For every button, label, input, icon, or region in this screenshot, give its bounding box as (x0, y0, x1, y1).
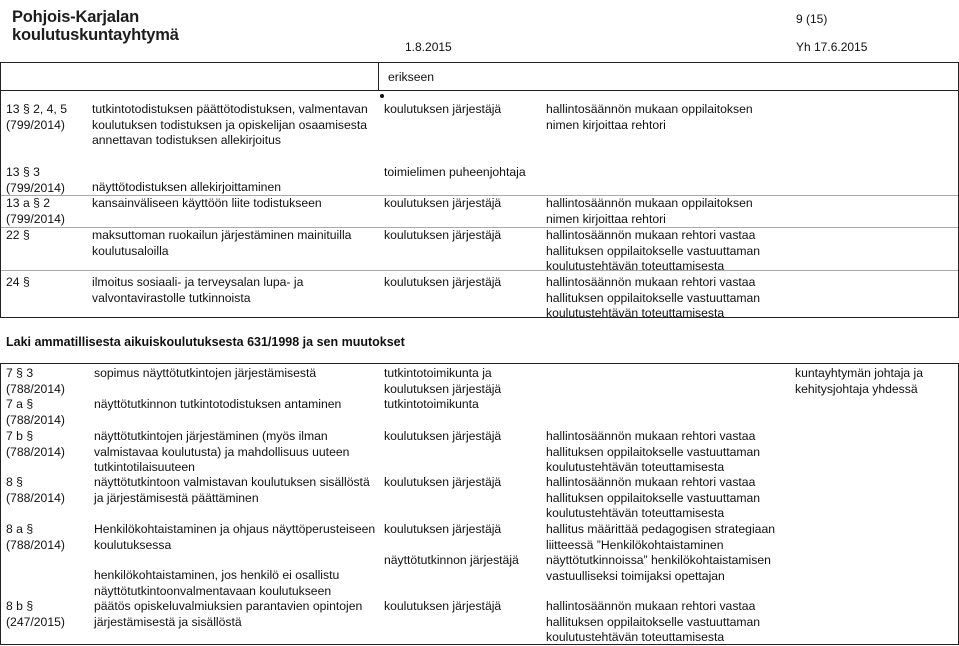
section-ref: 13 § 2, 4, 5 (799/2014) (6, 102, 67, 132)
topic-text: maksuttoman ruokailun järjestäminen mainituilla koulutusaloilla (92, 228, 352, 258)
topic-text: näyttötutkinnon tutkintotodistuksen antaminen (94, 397, 342, 411)
topic-text: näyttötodistuksen allekirjoittaminen (92, 180, 282, 194)
section-ref: 13 a § 2 (799/2014) (6, 196, 65, 226)
section-ref: 13 § 3 (799/2014) (6, 165, 65, 195)
date-right: Yh 17.6.2015 (796, 40, 868, 54)
section-ref: 8 § (788/2014) (6, 475, 65, 505)
section-ref: 7 a § (788/2014) (6, 397, 65, 427)
topic-text: sopimus näyttötutkintojen järjestämisestä (94, 366, 317, 380)
section-ref: 8 a § (788/2014) (6, 522, 65, 552)
section-ref: 8 b § (247/2015) (6, 599, 65, 629)
table-border (0, 363, 1, 645)
topic-text: näyttötutkintojen järjestäminen (myös ilman valmistavaa koulutusta) ja mahdollisuus uuteen tutkintotilaisuuteen (94, 429, 350, 475)
topic-text: päätös opiskeluvalmiuksien parantavien opintojen järjestämisestä ja sisällöstä (94, 599, 363, 629)
responsible-text: koulutuksen järjestäjä (384, 102, 502, 116)
delegate-text: hallintosäännön mukaan rehtori vastaa hallituksen oppilaitokselle vastuuttaman koulutustehtävän toteuttamisesta (546, 228, 761, 274)
topic-text: kansainväliseen käyttöön liite todistukseen (92, 196, 322, 210)
table1-bottom-border (0, 317, 959, 318)
topic-text-secondary: henkilökohtaistaminen, jos henkilö ei osallistu näyttötutkintoonvalmentavaan koulutukseen (94, 568, 340, 598)
page-number: 9 (15) (796, 12, 828, 26)
delegate-text: hallintosäännön mukaan rehtori vastaa hallituksen oppilaitokselle vastuuttaman koulutustehtävän toteuttamisesta (546, 275, 761, 321)
section-ref: 24 § (6, 275, 30, 289)
responsible-text: koulutuksen järjestäjä (384, 196, 502, 210)
delegate-text: hallintosäännön mukaan rehtori vastaa hallituksen oppilaitokselle vastuuttaman koulutustehtävän toteuttamisesta (546, 429, 761, 475)
table1-header-border (0, 90, 959, 91)
delegate-text: hallintosäännön mukaan rehtori vastaa hallituksen oppilaitokselle vastuuttaman koulutustehtävän toteuttamisesta (546, 475, 761, 521)
section-ref: 7 § 3 (788/2014) (6, 366, 65, 396)
responsible-text: tutkintotoimikunta ja koulutuksen järjestäjä (384, 366, 502, 396)
delegate-text: hallintosäännön mukaan oppilaitoksen nimen kirjoittaa rehtori (546, 102, 753, 132)
bullet-dot (380, 94, 384, 98)
responsible-text: koulutuksen järjestäjä (384, 228, 502, 242)
section-ref: 7 b § (788/2014) (6, 429, 65, 459)
row-divider (0, 270, 959, 271)
responsible-text: tutkintotoimikunta (384, 397, 479, 411)
delegate-text: hallitus määrittää pedagogisen strategiaan liitteessä ”Henkilökohtaistaminen näyttötutkinnoissa” henkilökohtaistamisen vastuulliseksi toimijaksi opettajan (546, 522, 776, 583)
topic-text: Henkilökohtaistaminen ja ohjaus näyttöperusteiseen koulutuksessa (94, 522, 376, 552)
responsible-text: koulutuksen järjestäjä (384, 275, 502, 289)
column-divider (378, 62, 379, 90)
table1-top-cell: erikseen (388, 70, 435, 84)
responsible-text: koulutuksen järjestäjä (384, 599, 502, 613)
logo-line-2: koulutuskuntayhtymä (12, 26, 179, 44)
table-border (0, 62, 1, 317)
responsible-text: koulutuksen järjestäjä (384, 522, 502, 536)
delegate-text: hallintosäännön mukaan rehtori vastaa hallituksen oppilaitokselle vastuuttaman koulutustehtävän toteuttamisesta (546, 599, 761, 645)
topic-text: ilmoitus sosiaali- ja terveysalan lupa- ja valvontavirastolle tutkinnoista (92, 275, 304, 305)
extra-text: kuntayhtymän johtaja ja kehitysjohtaja yhdessä (795, 366, 924, 396)
logo-line-1: Pohjois-Karjalan (12, 8, 139, 26)
topic-text: tutkintotodistuksen päättötodistuksen, valmentavan koulutuksen todistuksen ja opiskelijan osaamisesta annettavan todistuksen allekirjoitus (92, 102, 368, 148)
date-left: 1.8.2015 (405, 40, 452, 54)
delegate-text: hallintosäännön mukaan oppilaitoksen nimen kirjoittaa rehtori (546, 196, 753, 226)
section-ref: 22 § (6, 228, 30, 242)
responsible-text: koulutuksen järjestäjä (384, 429, 502, 443)
responsible-text: koulutuksen järjestäjä (384, 475, 502, 489)
table1-top-border (0, 62, 959, 63)
topic-text: näyttötutkintoon valmistavan koulutuksen sisällöstä ja järjestämisestä päättäminen (94, 475, 370, 505)
responsible-text: toimielimen puheenjohtaja (384, 165, 526, 179)
table2-top-border (0, 363, 959, 364)
section-title: Laki ammatillisesta aikuiskoulutuksesta 631/1998 ja sen muutokset (6, 335, 405, 349)
responsible-text-secondary: näyttötutkinnon järjestäjä (384, 553, 519, 567)
